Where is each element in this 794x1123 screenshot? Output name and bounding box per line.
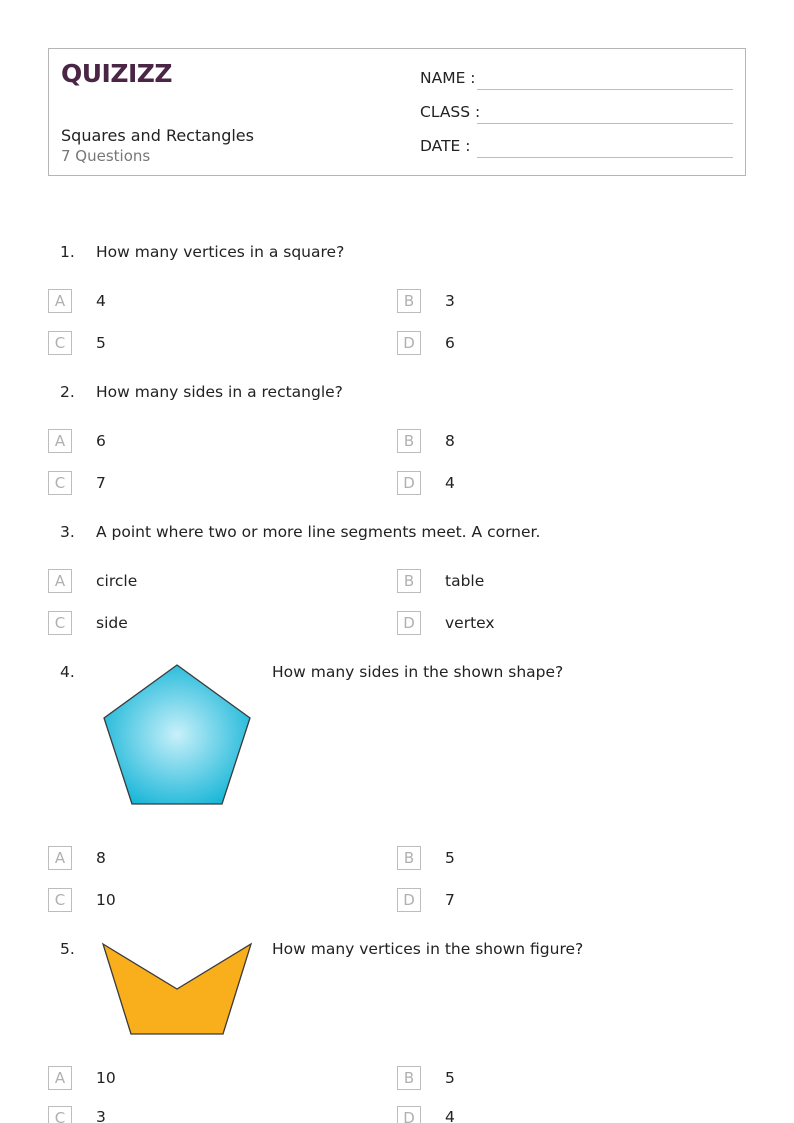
pentagon-icon	[100, 662, 254, 808]
question-text: How many vertices in the shown figure?	[272, 940, 584, 958]
option-letter-c[interactable]: C	[48, 1106, 72, 1123]
worksheet-title: Squares and Rectangles	[61, 126, 254, 145]
question-number: 3.	[60, 523, 75, 541]
option-text: 5	[445, 1069, 455, 1087]
option-text: 4	[445, 1108, 455, 1123]
option-letter-a[interactable]: A	[48, 289, 72, 313]
option-text: side	[96, 614, 128, 632]
option-letter-b[interactable]: B	[397, 429, 421, 453]
name-field[interactable]	[477, 89, 733, 90]
option-text: table	[445, 572, 485, 590]
option-text: vertex	[445, 614, 495, 632]
class-field[interactable]	[477, 123, 733, 124]
option-text: 3	[96, 1108, 106, 1123]
question-text: How many sides in the shown shape?	[272, 663, 564, 681]
option-text: 6	[445, 334, 455, 352]
option-letter-c[interactable]: C	[48, 331, 72, 355]
option-text: 8	[96, 849, 106, 867]
option-letter-a[interactable]: A	[48, 1066, 72, 1090]
option-letter-c[interactable]: C	[48, 471, 72, 495]
option-letter-b[interactable]: B	[397, 289, 421, 313]
concave-pentagon-icon	[100, 942, 254, 1037]
option-text: 7	[445, 891, 455, 909]
option-letter-b[interactable]: B	[397, 569, 421, 593]
option-text: 6	[96, 432, 106, 450]
option-letter-d[interactable]: D	[397, 331, 421, 355]
option-text: 10	[96, 891, 116, 909]
worksheet-header	[48, 48, 746, 176]
question-text: How many vertices in a square?	[96, 243, 345, 261]
option-letter-a[interactable]: A	[48, 429, 72, 453]
option-text: 4	[96, 292, 106, 310]
question-number: 5.	[60, 940, 75, 958]
option-text: 3	[445, 292, 455, 310]
option-text: 7	[96, 474, 106, 492]
date-field[interactable]	[477, 157, 733, 158]
question-number: 2.	[60, 383, 75, 401]
option-letter-d[interactable]: D	[397, 888, 421, 912]
option-letter-d[interactable]: D	[397, 611, 421, 635]
option-text: circle	[96, 572, 138, 590]
option-letter-a[interactable]: A	[48, 569, 72, 593]
option-text: 5	[96, 334, 106, 352]
class-label: CLASS :	[420, 103, 481, 121]
question-number: 4.	[60, 663, 75, 681]
date-label: DATE :	[420, 137, 471, 155]
option-text: 4	[445, 474, 455, 492]
name-label: NAME :	[420, 69, 476, 87]
option-letter-b[interactable]: B	[397, 1066, 421, 1090]
option-text: 5	[445, 849, 455, 867]
option-letter-d[interactable]: D	[397, 1106, 421, 1123]
quizizz-logo: QUIZIZZ	[61, 59, 173, 88]
question-count: 7 Questions	[61, 147, 151, 165]
option-letter-d[interactable]: D	[397, 471, 421, 495]
question-text: A point where two or more line segments meet. A corner.	[96, 523, 541, 541]
question-text: How many sides in a rectangle?	[96, 383, 343, 401]
option-text: 10	[96, 1069, 116, 1087]
option-letter-b[interactable]: B	[397, 846, 421, 870]
option-letter-c[interactable]: C	[48, 611, 72, 635]
option-letter-c[interactable]: C	[48, 888, 72, 912]
option-text: 8	[445, 432, 455, 450]
question-number: 1.	[60, 243, 75, 261]
option-letter-a[interactable]: A	[48, 846, 72, 870]
